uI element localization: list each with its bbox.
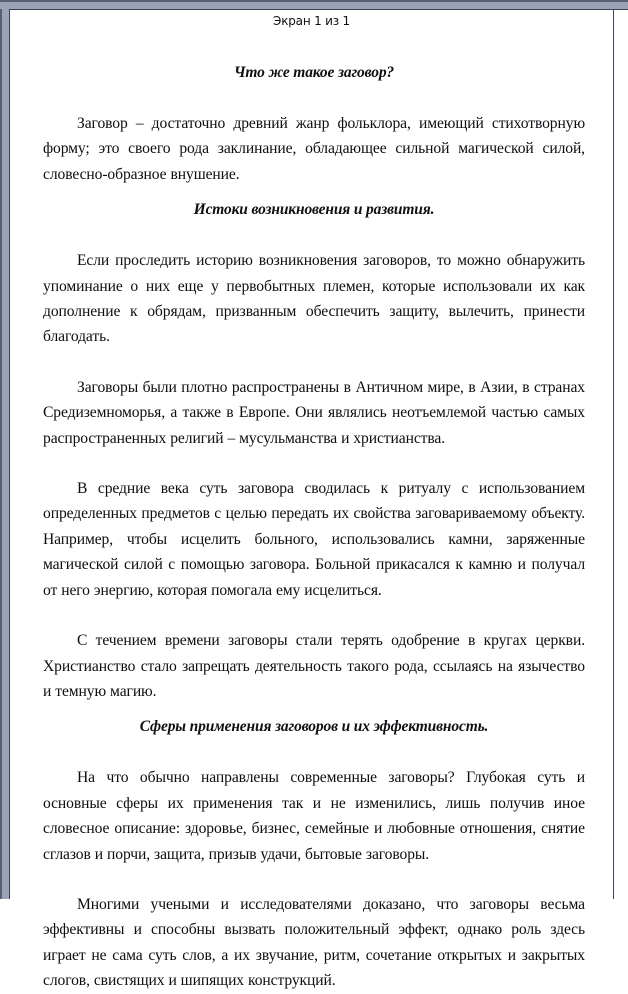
paragraph-effectiveness: Многими учеными и исследователями доказано, что заговоры весьма эффективны и способны вызвать положительный эффект, однако роль здесь играет не сама суть слов, а их звучание, ритм, сочетание открытых и закрытых слогов, свистящих и шипящих конструкций.	[43, 895, 585, 990]
paragraph-spread-antiquity: Заговоры были плотно распространены в Античном мире, в Азии, в странах Средиземноморья, а также в Европе. Они являлись неотъемлемой частью самых распространенных религий – мусульманства и христианства.	[43, 378, 585, 447]
viewer-left-gutter	[0, 0, 9, 899]
paragraph-middle-ages: В средние века суть заговора сводилась к ритуалу с использованием определенных предметов с целью передать их свойства заговариваемому объекту. Например, чтобы исцелить больного, использовались камни, заряженные магической силой с помощью заговора. Больной прикасался к камню и получал от него энергию, которая помогала ему исцелиться.	[43, 480, 585, 599]
section-heading-what-is-zagovor: Что же такое заговор?	[233, 64, 395, 81]
section-heading-origins: Истоки возникновения и развития.	[193, 201, 435, 219]
paragraph-modern-applications: На что обычно направлены современные заговоры? Глубокая суть и основные сферы их применения так и не изменились, лишь получив иное словесное описание: здоровье, бизнес, семейные и любовные отношения, снятие сглазов и порчи, защита, призыв удачи, бытовые заговоры.	[43, 769, 585, 863]
screen-counter: Экран 1 из 1	[273, 14, 350, 28]
document-text-body	[10, 60, 613, 994]
section-heading-applications: Сферы применения заговоров и их эффективность.	[139, 718, 489, 736]
page-right-rule	[613, 9, 614, 899]
paragraph-definition: Заговор – достаточно древний жанр фольклора, имеющий стихотворную форму; это своего рода заклинание, обладающее сильной магической силой, словесно-образное внушение.	[43, 115, 585, 183]
viewer-top-gutter	[0, 0, 628, 9]
paragraph-origins-tribes: Если проследить историю возникновения заговоров, то можно обнаружить упоминание о них еще у первобытных племен, которые использовали их как дополнение к обрядам, призванным обеспечить защиту, вылечить, принести благодать.	[43, 252, 585, 346]
paragraph-church-disapproval: С течением времени заговоры стали терять одобрение в кругах церкви. Христианство стало запрещать деятельность такого рода, ссылаясь на язычество и темную магию.	[43, 632, 585, 700]
document-page	[10, 10, 613, 990]
